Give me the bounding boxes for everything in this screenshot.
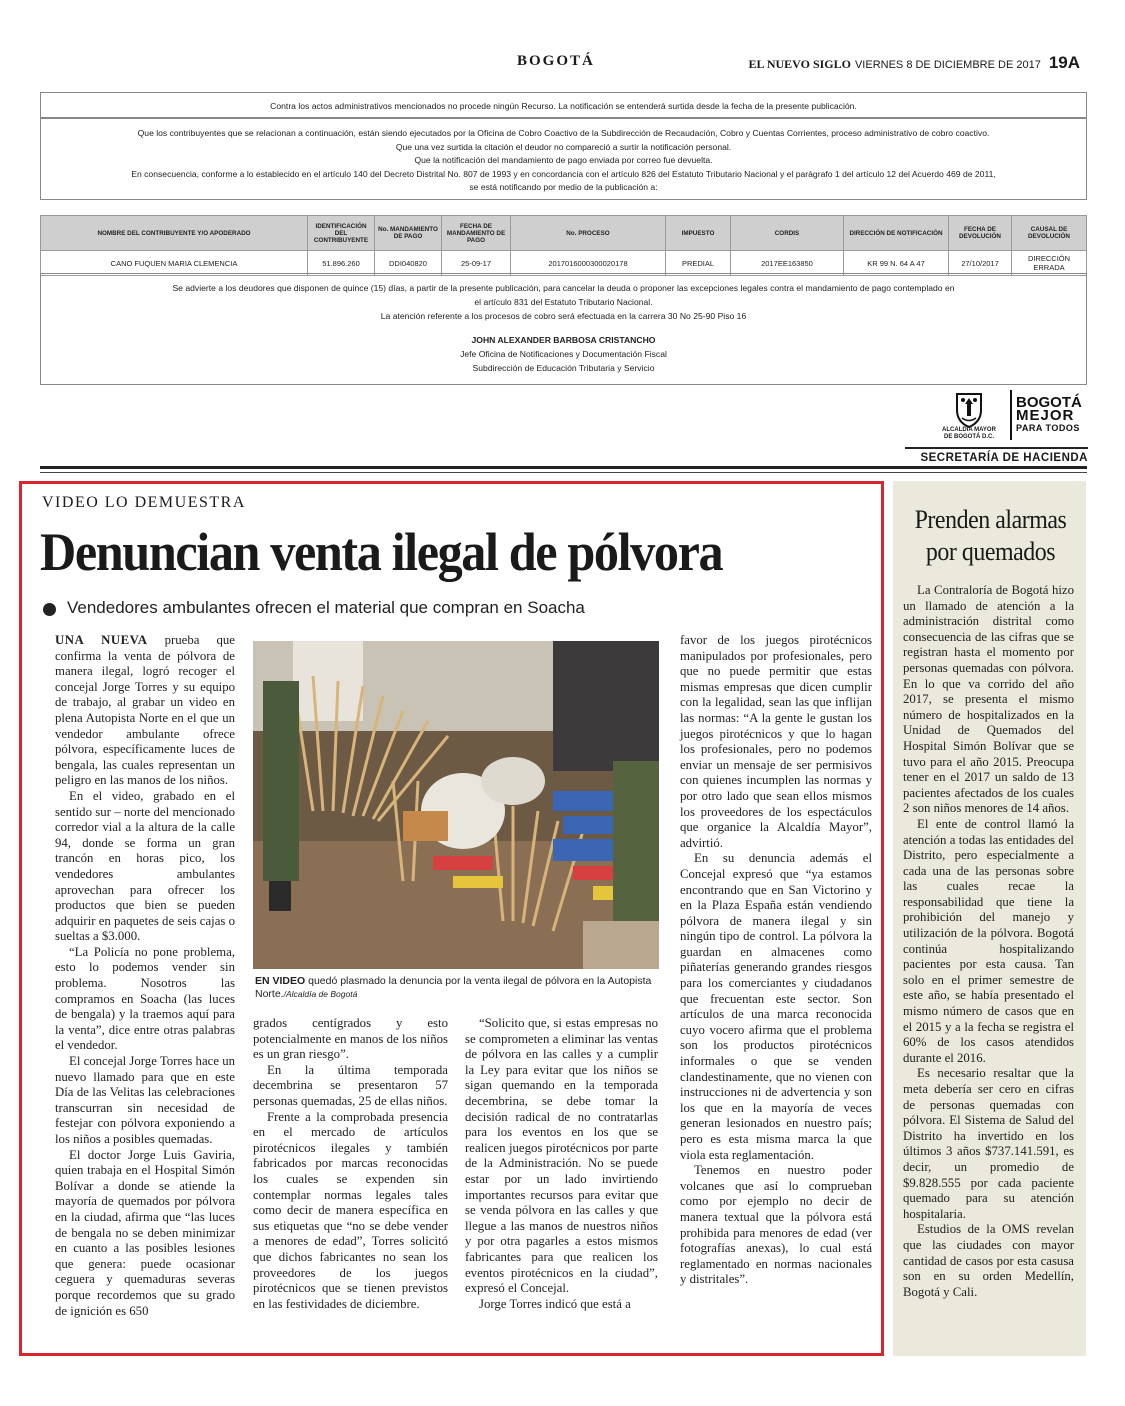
article-paragraph: En el video, grabado en el sentido sur – norte del mencionado corredor vial a la altura de la calle 94, donde se forma un gran trancón en horas pico, los vendedores ambulantes aprovechan para ofrecer los productos que bien se pueden adquirir en paquetes de seis cajas o sueltas a $3.000. [55, 788, 235, 944]
article-column-2 [253, 1016, 448, 1312]
photo-caption [255, 975, 655, 1001]
article-paragraph: Jorge Torres indicó que está a [479, 1296, 631, 1311]
bogota-mejor-logo [1016, 396, 1082, 435]
table-cell: 25-09-17 [442, 251, 511, 276]
table-cell: 27/10/2017 [949, 251, 1012, 276]
paper-name: EL NUEVO SIGLO [748, 57, 851, 71]
table-header: No. PROCESO [511, 216, 666, 251]
bullet-icon [43, 603, 56, 616]
article-paragraph: El doctor Jorge Luis Gaviria, quien trabaja en el Hospital Simón Bolívar a donde se atiende la mayoría de quemados por pólvora en la ciudad, afirma que “las luces de bengala no se deben minimizar en cuanto a las posibles lesiones que genera: puede ocasionar ceguera y quemaduras severas porque recordemos que su grado de ignición es 650 [55, 1147, 235, 1318]
debtor-table [40, 215, 1087, 276]
article-headline: Denuncian venta ilegal de pólvora [40, 522, 723, 582]
alcaldia-label [928, 427, 1010, 441]
article-kicker: VIDEO LO DEMUESTRA [42, 494, 246, 511]
notice-closing [40, 273, 1087, 385]
sidebar-title-line: por quemados [925, 537, 1056, 566]
article-paragraph: En la última temporada decembrina se presentaron 57 personas quemadas, 25 de ellas niños. [253, 1062, 448, 1108]
logo-word: BOGOTÁ [1016, 394, 1082, 411]
article-photo [253, 641, 659, 969]
secretaria-label: SECRETARÍA DE HACIENDA [905, 447, 1088, 464]
divider [40, 472, 1087, 473]
alcaldia-line: ALCALDÍA MAYOR [942, 427, 996, 433]
table-header: IDENTIFICACIÓN DEL CONTRIBUYENTE [308, 216, 375, 251]
table-cell: KR 99 N. 64 A 47 [844, 251, 949, 276]
table-header: IMPUESTO [666, 216, 731, 251]
table-header: CORDIS [731, 216, 844, 251]
table-cell: 51.896.260 [308, 251, 375, 276]
sidebar-text [903, 583, 1074, 1300]
table-cell: PREDIAL [666, 251, 731, 276]
table-header: No. MANDAMIENTO DE PAGO [375, 216, 442, 251]
page-number: 19A [1048, 53, 1080, 72]
notice-intro-line: En consecuencia, conforme a lo establecido en el artículo 140 del Decreto Distrital No. 807 de 1993 y en concordancia con el artículo 826 del Estatuto Tributario Nacional y el parágrafo 1 del artículo 12 del Acuerdo 469 de 2011, [131, 168, 996, 179]
table-header: FECHA DE MANDAMIENTO DE PAGO [442, 216, 511, 251]
notice-intro [40, 118, 1087, 200]
table-cell: 2017016000300020178 [511, 251, 666, 276]
notice-intro-line: Que una vez surtida la citación el deudor no compareció a surtir la notificación personal. [395, 141, 732, 152]
issue-date: VIERNES 8 DE DICIEMBRE DE 2017 [854, 59, 1041, 71]
article-column-1 [55, 633, 235, 1319]
notice-closing-line: el artículo 831 del Estatuto Tributario Nacional. [474, 297, 653, 307]
article-lead: UNA NUEVA [55, 633, 148, 647]
table-cell: 2017EE163850 [731, 251, 844, 276]
fireworks-stall-photo [253, 641, 659, 969]
table-header: FECHA DE DEVOLUCIÓN [949, 216, 1012, 251]
signer-name: JOHN ALEXANDER BARBOSA CRISTANCHO [471, 335, 656, 345]
signer-title: Jefe Oficina de Notificaciones y Documentación Fiscal [460, 349, 667, 359]
caption-text: quedó plasmado la denuncia por la venta ilegal de pólvora en la Autopista Norte. [255, 975, 652, 1000]
coat-of-arms-icon [954, 390, 984, 428]
sidebar-title-line: Prenden alarmas [914, 505, 1067, 534]
notice-intro-line: Que los contribuyentes que se relacionan a continuación, están siendo ejecutados por la Oficina de Cobro Coactivo de la Subdirección de Recaudación, Cobro y Cuentas Corrientes, proceso administrativo de cobro coactivo. [137, 128, 990, 138]
table-header-row [41, 216, 1087, 251]
table-header: CAUSAL DE DEVOLUCIÓN [1012, 216, 1087, 251]
logo-word: PARA TODOS [1016, 423, 1080, 433]
notice-intro-line: Que la notificación del mandamiento de pago enviada por correo fue devuelta. [414, 155, 713, 165]
article-paragraph [55, 633, 235, 789]
table-row [41, 251, 1087, 276]
table-cell: CANO FUQUEN MARIA CLEMENCIA [41, 251, 308, 276]
section-name: BOGOTÁ [517, 53, 595, 69]
article-paragraph: Tenemos en nuestro poder volcanes que así lo comprueban como por ejemplo no decir de manera textual que la pólvora está prohibida para menores de edad (ver fotografías anexas), lo cual está reglamentado en normas nacionales y distritales”. [680, 1163, 872, 1287]
notice-intro-line: se está notificando por medio de la publicación a: [469, 182, 658, 192]
logo-divider [1010, 390, 1012, 440]
article-column-3 [465, 1016, 658, 1312]
article-deck: Vendedores ambulantes ofrecen el material que compran en Soacha [67, 598, 585, 617]
article-paragraph: El concejal Jorge Torres hace un nuevo llamado para que en este Día de las Velitas las celebraciones transcurran sin necesidad de festejar con pólvora exponiendo a los niños a posibles quemadas. [55, 1054, 235, 1146]
article-column-4 [680, 633, 872, 1288]
article-paragraph: “Solicito que, si estas empresas no se comprometen a eliminar las ventas de pólvora en las calles y a cumplir la Ley para evitar que los niños se sigan quemando en la temporada decembrina, se debe tomar la decisión radical de no contratarlas para los eventos en los que se realicen juegos pirotécnicos por parte de la Administración. No se puede estar por un lado invirtiendo importantes recursos para evitar que se venda pólvora en las calles y que llegue a las manos de nuestros niños y por otra pagarles a estos mismos fabricantes para que realicen los eventos pirotécnicos en la ciudad”, expresó el Concejal. [465, 1016, 658, 1296]
table-cell: DDI040820 [375, 251, 442, 276]
article-paragraph: “La Policía no pone problema, esto lo podemos vender sin problema. Nosotros las compramos en Soacha (las luces de bengala) y la traemos aquí para la venta”, dice entre otras palabras el vendedor. [55, 944, 235, 1053]
alcaldia-line: DE BOGOTÁ D.C. [943, 434, 994, 440]
sidebar-paragraph: Estudios de la OMS revelan que las ciudades con mayor cantidad de casos por esta casusa son en su orden Medellín, Bogotá y Cali. [903, 1222, 1074, 1299]
logo-word: MEJOR [1016, 407, 1075, 424]
caption-credit: /Alcaldía de Bogotá [283, 989, 358, 999]
article-paragraph: Frente a la comprobada presencia en el mercado de artículos pirotécnicos ilegales y también fabricados por marcas reconocidas los cuales se expenden sin contemplar normas legales tales como decir de manera específica en sus etiquetas que “no se debe vender a menores de edad”, Torres solicitó que dichos fabricantes no sean los proveedores de los juegos pirotécnicos que se tienen previstos en las festividades de diciembre. [253, 1109, 448, 1311]
notice-closing-line: La atención referente a los procesos de cobro será efectuada en la carrera 30 No 25-90 Piso 16 [380, 311, 747, 321]
notice-top-line: Contra los actos administrativos mencionados no procede ningún Recurso. La notificación se entenderá surtida desde la fecha de la presente publicación. [40, 92, 1087, 118]
table-header: DIRECCIÓN DE NOTIFICACIÓN [844, 216, 949, 251]
sidebar-paragraph: El ente de control llamó la atención a todas las entidades del Distrito, pero especialmente a cada una de las personas sobre las cuales recae la responsabilidad que tiene la prohibición del manejo y utilización de la pólvora. Bogotá continúa hospitalizando pacientes por esta causa. Tan solo en el primer semestre de este año, se había presentado el mismo número de casos que en el 2015 y a la fecha se registra el 60% de los casos atendidos durante el 2016. [903, 816, 1074, 1065]
caption-lead: EN VIDEO [255, 975, 306, 987]
article-paragraph: favor de los juegos pirotécnicos manipulados por profesionales, pero que no puede permitir que estas mismas empresas que dicen cumplir con la legalidad, sean las que inflijan las normas: “A la gente le gustan los juegos pirotécnicos y que lo hagan los profesionales, pero no podemos enviar un mensaje de ser permisivos con quienes incumplen las normas y por otro lado que sean ellos mismos los proveedores de los espectáculos que organice la Alcaldía Mayor”, advirtió. [680, 633, 872, 850]
sidebar-title [904, 504, 1076, 568]
divider [40, 466, 1087, 469]
table-header: NOMBRE DEL CONTRIBUYENTE Y/O APODERADO [41, 216, 308, 251]
sidebar-paragraph: Es necesario resaltar que la meta debería ser cero en cifras de personas quemadas con pólvora. El Sistema de Salud del Distrito ha invertido en los últimos 3 años $737.141.591, es decir, un promedio de $9.828.555 por cada paciente quemado para su atención hospitalaria. [903, 1066, 1074, 1221]
notice-closing-line: Se advierte a los deudores que disponen de quince (15) días, a partir de la presente publicación, para cancelar la deuda o proponer las excepciones legales contra el mandamiento de pago contemplado en [172, 283, 955, 293]
article-text: prueba que confirma la venta de pólvora de manera ilegal, logró recoger el concejal Jorge Torres y su equipo de trabajo, al grabar un video en plena Autopista Norte en el que un vendedor ambulante ofrece pólvora, específicamente luces de bengala, las cuales representan un peligro en las manos de los niños. [55, 633, 235, 788]
table-cell: DIRECCIÓN ERRADA [1012, 251, 1087, 276]
sidebar-paragraph: La Contraloría de Bogotá hizo un llamado de atención a la administración distrital como consecuencia de las cifras que se registran hasta el momento por personas quemadas con pólvora. En lo que va corrido del año 2017, se presenta el mismo número de hospitalizados en la Unidad de Quemados del Hospital Simón Bolívar que se tuvo para el año 2015. Preocupa tener en el 2017 un saldo de 13 pacientes afectados de los cuales 2 son niños menores de 14 años. [903, 583, 1074, 816]
signer-department: Subdirección de Educación Tributaria y Servicio [472, 363, 655, 373]
article-paragraph: grados centígrados y esto potencialmente en manos de los niños es un gran riesgo”. [253, 1016, 448, 1062]
article-paragraph: En su denuncia además el Concejal expresó que “ya estamos encontrando que en San Victorino y en la Plaza España están vendiendo pólvora de manera ilegal y sin ningún tipo de control. La pólvora la guardan en almacenes como piñaterías generando grandes riesgos para los comerciantes y ciudadanos que frecuentan este sector. Son artículos de una marca reconocida cuyo vocero afirma que el problema son los productos pirotécnicos informales o que se venden clandestinamente, que no vienen con instrucciones ni de advertencia y son los que en la mayoría de veces generan lesionados en nuestro país; pero es esta misma marca la que viola esta reglamentación. [680, 851, 872, 1162]
masthead [749, 53, 1081, 73]
